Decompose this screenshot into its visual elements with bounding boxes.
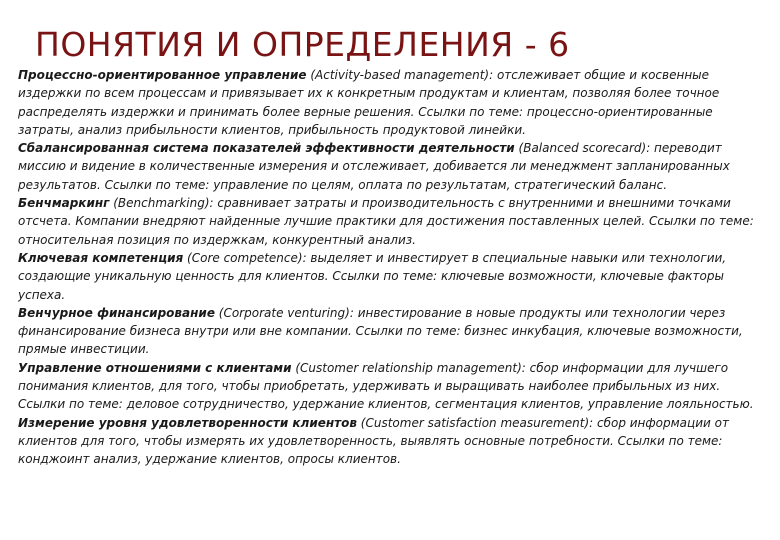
definition-term: Сбалансированная система показателей эффективности деятельности [18,141,515,156]
definition-english-term: (Core competence) [183,250,303,265]
definition-text: : отслеживает общие и косвенные издержки по всем процессам и привязывает их к конкретным продуктам и клиентам, позволяя более точное распределять издержки и принимать более верные решения. Ссылки по теме: процессно-ориентированные затраты, анализ прибыльности клиентов, прибыльность продуктовой линейки. [18,68,720,137]
definition-english-term: (Corporate venturing) [214,305,350,320]
definition-text: : инвестирование в новые продукты или технологии через финансирование бизнеса внутри или вне компании. Ссылки по теме: бизнес инкубация, ключевые возможности, прямые инвестиции. [18,305,743,357]
definition-entry [18,359,770,414]
definition-term: Ключевая компетенция [18,250,184,265]
slide-title: ПОНЯТИЯ И ОПРЕДЕЛЕНИЯ - 6 [35,25,570,64]
definition-english-term: (Balanced scorecard) [514,141,647,156]
definition-english-term: (Benchmarking) [109,196,210,211]
definition-text: : сбор информации от клиентов для того, чтобы измерять их удовлетворенность, выявлять основные потребности. Ссылки по теме: конджоинт анализ, удержание клиентов, опросы клиентов. [18,415,729,467]
definition-english-term: (Activity-based management) [306,68,490,82]
definition-text: : выделяет и инвестирует в специальные навыки или технологии, создающие уникальную ценность для клиентов. Ссылки по теме: ключевые возможности, ключевые факторы успеха. [18,250,727,302]
definition-entry [18,194,770,249]
definition-term: Бенчмаркинг [18,196,110,211]
definition-term: Измерение уровня удовлетворенности клиентов [18,415,357,430]
definition-term: Процессно-ориентированное управление [18,68,307,82]
definition-term: Венчурное финансирование [18,305,215,320]
definition-english-term: (Customer satisfaction measurement) [356,415,590,430]
definition-text: : сбор информации для лучшего понимания клиентов, для того, чтобы приобретать, удерживать и выращивать наиболее прибыльных из них. Ссылки по теме: деловое сотрудничество, удержание клиентов, сегментация клиентов, управление лояльностью. [18,360,754,412]
definition-entry [18,414,770,469]
definition-entry [18,66,770,139]
definition-text: : сравнивает затраты и производительность с внутренними и внешними точками отсчета. Компании внедряют найденные лучшие практики для достижения поставленных целей. Ссылки по теме: относительная позиция по издержкам, конкурентный анализ. [18,196,754,247]
definition-entry [18,304,770,359]
definition-term: Управление отношениями с клиентами [18,360,292,375]
definition-english-term: (Customer relationship management) [291,360,522,375]
definitions-list [18,66,770,540]
definition-entry [18,139,770,194]
definition-entry [18,249,770,304]
definition-text: : переводит миссию и видение в количественные измерения и отслеживает, добивается ли менеджмент запланированных результатов. Ссылки по теме: управление по целям, оплата по результатам, стратегический баланс. [18,141,730,192]
